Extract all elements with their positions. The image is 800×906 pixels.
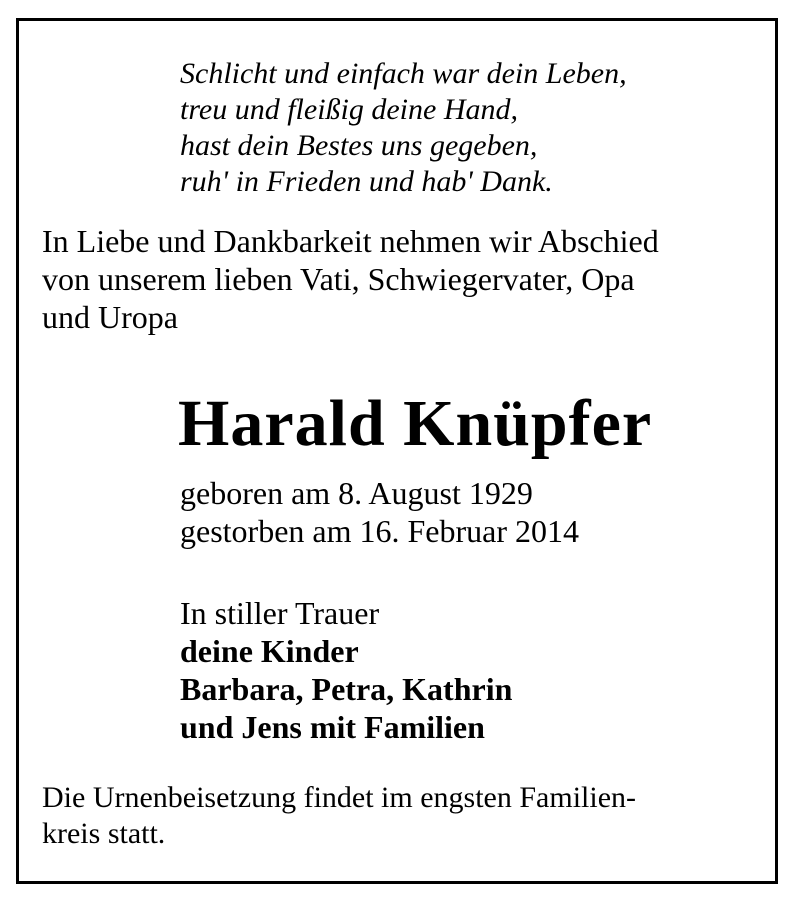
- mourning-intro: In stiller Trauer: [180, 595, 380, 631]
- mourner-line: und Jens mit Familien: [180, 709, 485, 745]
- deceased-name: Harald Knüpfer: [178, 387, 653, 460]
- farewell-line: und Uropa: [42, 299, 178, 335]
- death-date: gestorben am 16. Februar 2014: [180, 513, 580, 549]
- poem-line: Schlicht und einfach war dein Leben,: [180, 57, 627, 90]
- burial-note-line: kreis statt.: [42, 817, 166, 850]
- farewell-line: In Liebe und Dankbarkeit nehmen wir Abschied: [42, 223, 659, 259]
- mourners-block: [180, 594, 512, 746]
- farewell-text: [42, 222, 757, 336]
- burial-note: [42, 780, 757, 852]
- life-dates: [180, 474, 579, 550]
- mourner-line: deine Kinder: [180, 633, 359, 669]
- poem-line: hast dein Bestes uns gegeben,: [180, 129, 538, 162]
- birth-date: geboren am 8. August 1929: [180, 475, 533, 511]
- mourner-line: Barbara, Petra, Kathrin: [180, 671, 513, 707]
- farewell-line: von unserem lieben Vati, Schwiegervater, Opa: [42, 261, 635, 297]
- burial-note-line: Die Urnenbeisetzung findet im engsten Familien-: [42, 781, 637, 814]
- poem-line: ruh' in Frieden und hab' Dank.: [180, 165, 553, 198]
- memorial-poem: [180, 56, 627, 200]
- poem-line: treu und fleißig deine Hand,: [180, 93, 518, 126]
